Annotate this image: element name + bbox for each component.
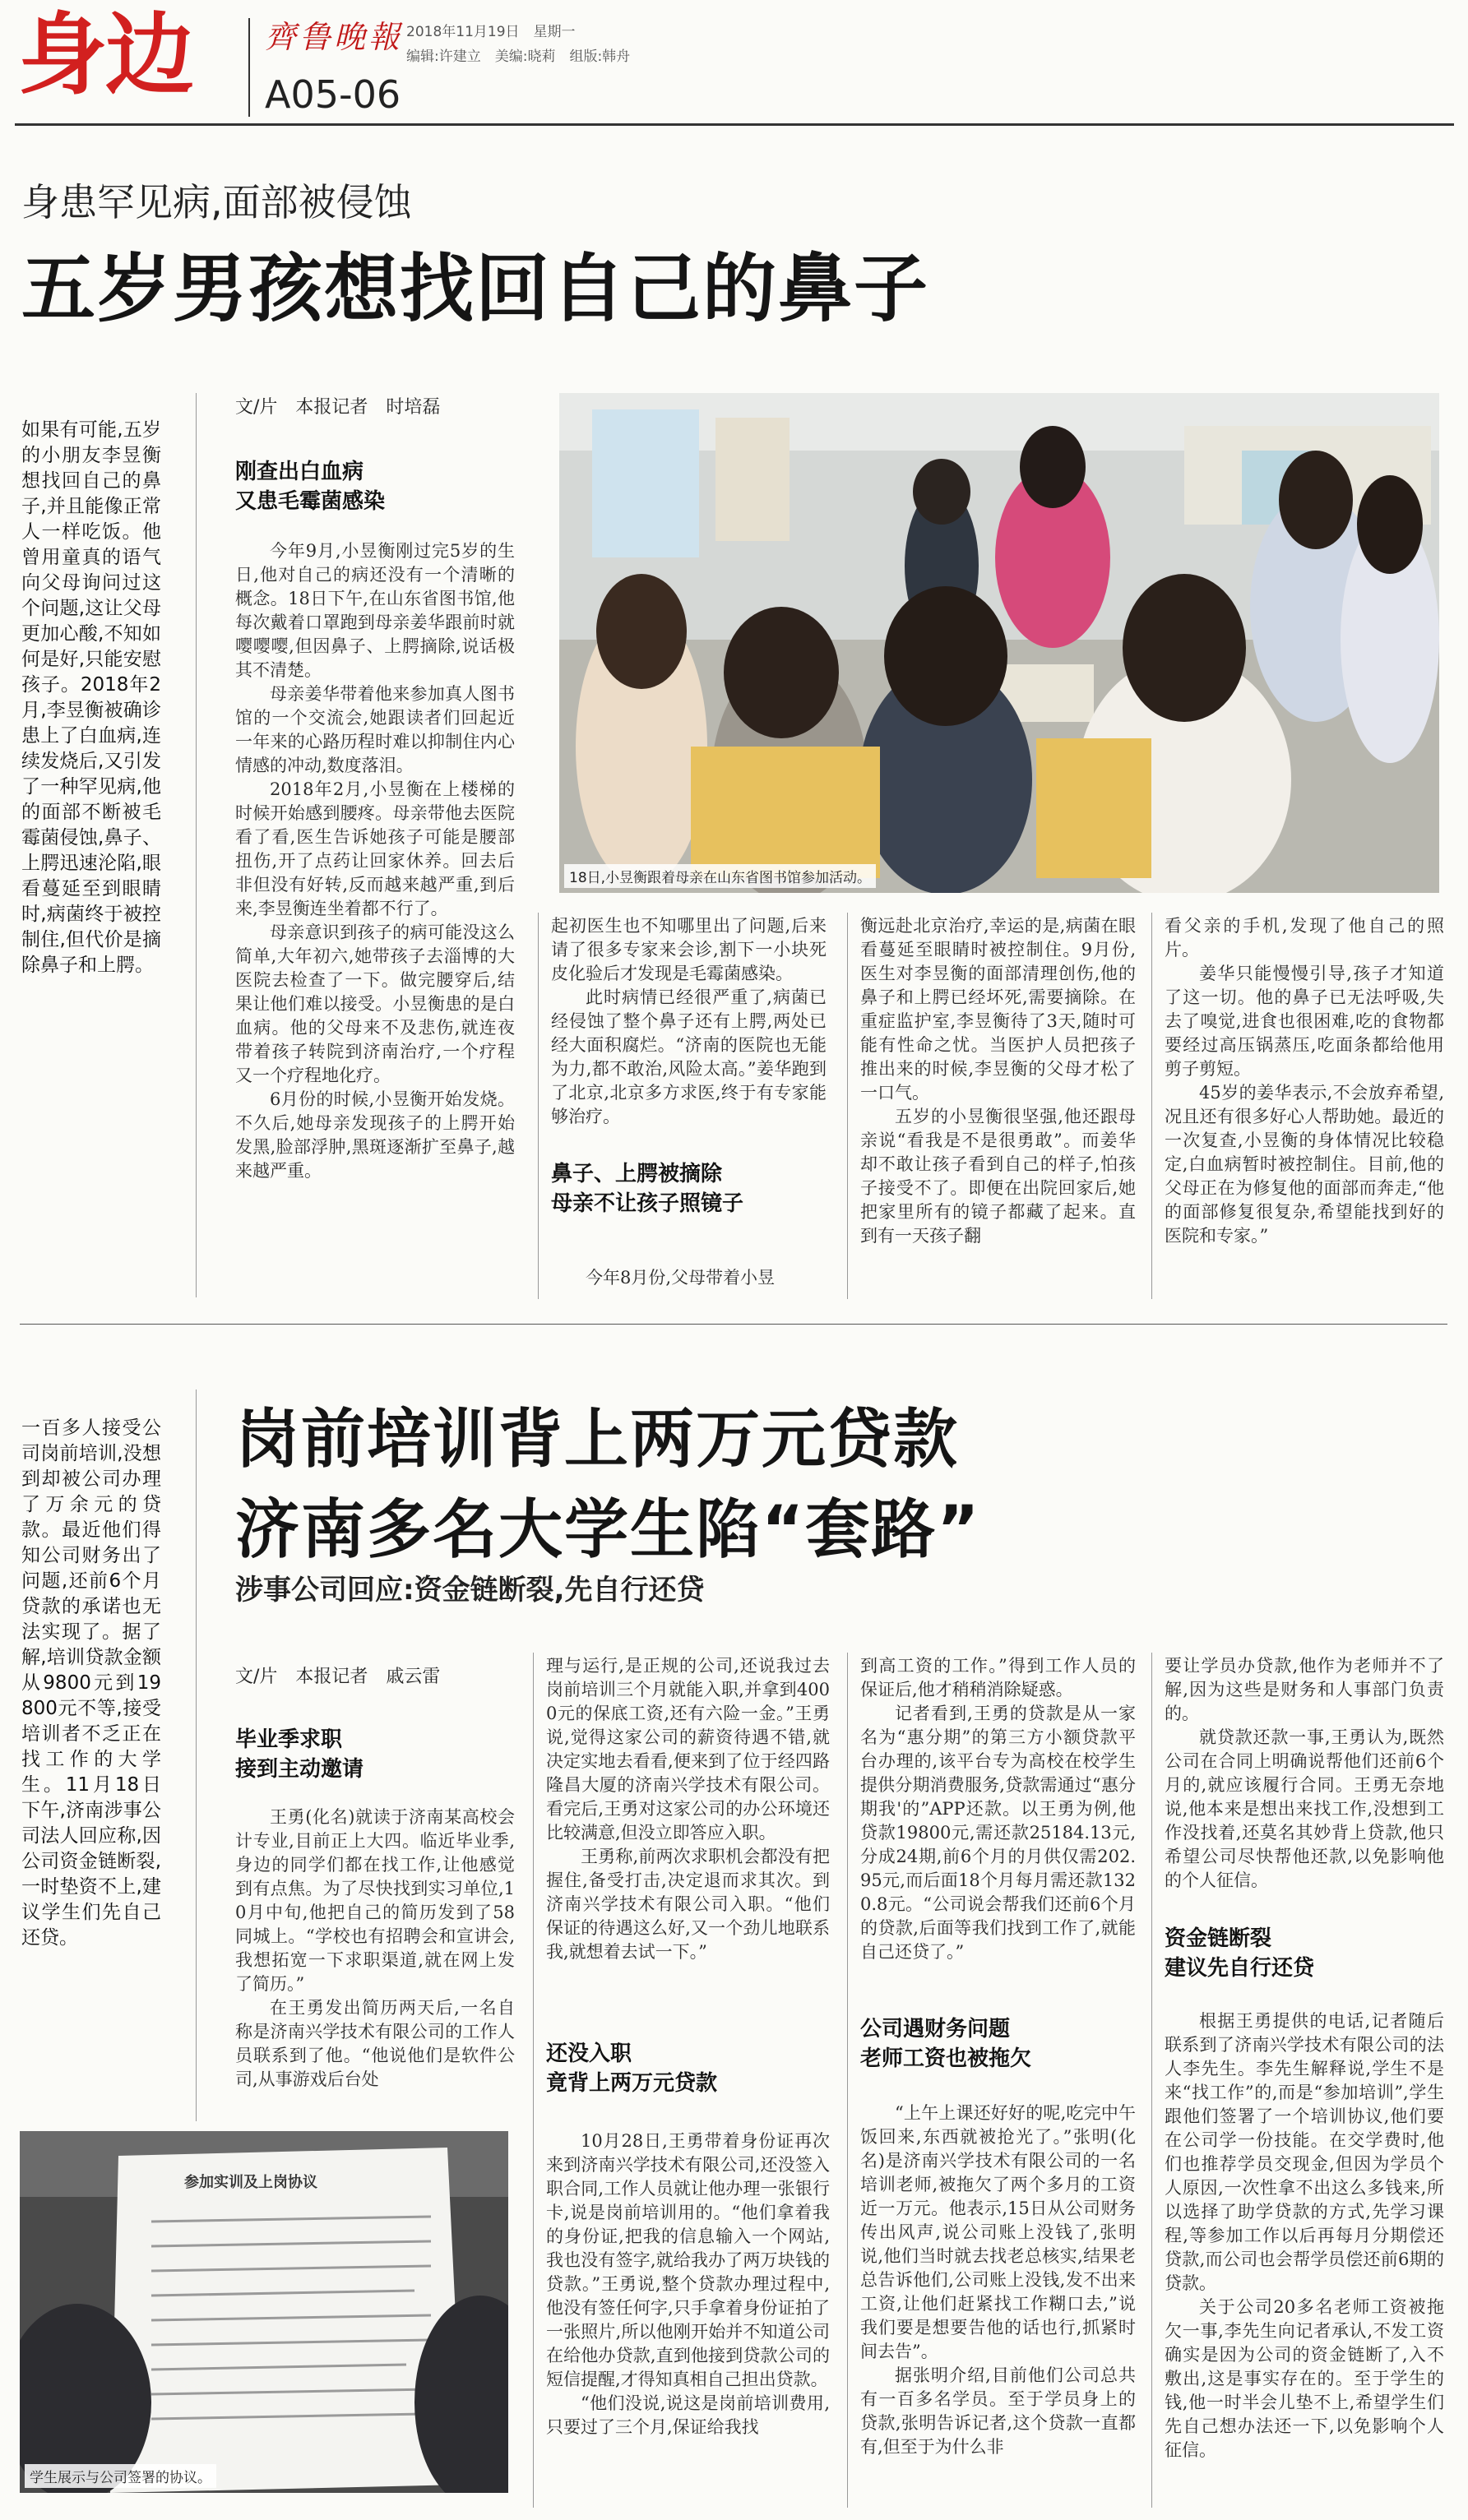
paragraph: 今年9月,小昱衡刚过完5岁的生日,他对自己的病还没有一个清晰的概念。18日下午,在山东省图书馆,他每次戴着口罩跑到母亲姜华跟前时就嘤嘤嘤,但因鼻子、上腭摘除,说话极其不清楚。 (235, 541, 515, 680)
column-divider (196, 393, 197, 1297)
story1-subhead-1: 刚查出白血病 又患毛霉菌感染 (235, 460, 386, 514)
paragraph: 衡远赴北京治疗,幸运的是,病菌在眼看蔓延至眼睛时被控制住。9月份,医生对李昱衡的面部清理创伤,他的鼻子和上腭已经坏死,需要摘除。在重症监护室,李昱衡待了3天,随时可能有性命之忧。当医护人员把孩子推出来的时候,李昱衡的父母才松了一口气。 (860, 916, 1136, 1103)
column-divider (847, 913, 848, 1299)
story2-col2c (546, 2129, 830, 2508)
column-divider (1151, 913, 1152, 1299)
paragraph: 五岁的小昱衡很坚强,他还跟母亲说“看我是不是很勇敢”。而姜华却不敢让孩子看到自己的样子,怕孩子接受不了。即便在出院回家后,她把家里所有的镜子都藏了起来。直到有一天孩子翻 (860, 1107, 1136, 1246)
paragraph: 看父亲的手机,发现了他自己的照片。 (1165, 916, 1444, 959)
paragraph: 2018年2月,小昱衡在上楼梯的时候开始感到腰疼。母亲带他去医院看了看,医生告诉她孩子可能是腰部扭伤,开了点药让回家休养。回去后非但没有好转,反而越来越严重,到后来,李昱衡连坐着都不行了。 (235, 779, 515, 918)
story2-subhead-3: 公司遇财务问题 老师工资也被拖欠 (860, 2017, 1032, 2071)
column-divider (196, 1389, 197, 2121)
header-separator (248, 18, 250, 117)
story-divider (20, 1324, 1447, 1325)
paragraph: 在王勇发出简历两天后,一名自称是济南兴学技术有限公司的工作人员联系到了他。“他说他们是软件公司,从事游戏后台处 (235, 1998, 515, 2089)
section-title: 身边 (18, 4, 193, 107)
paragraph: 45岁的姜华表示,不会放弃希望,况且还有很多好心人帮助她。最近的一次复查,小昱衡的身体情况比较稳定,白血病暂时被控制住。目前,他的父母正在为修复他的面部而奔走,“他的面部修复很复杂,希望能找到好的医院和专家。” (1165, 1083, 1444, 1246)
story2-subhead-1: 毕业季求职 接到主动邀请 (235, 1727, 364, 1782)
staff-line: 编辑:许建立 美编:晓莉 组版:韩舟 (406, 49, 631, 65)
paragraph: 就贷款还款一事,王勇认为,既然公司在合同上明确说帮他们还前6个月的,就应该履行合同。王勇无奈地说,他本来是想出来找工作,没想到工作没找着,还莫名其妙背上贷款,他只希望公司尽快帮他还款,以免影响他的个人征信。 (1165, 1727, 1444, 1890)
story2-headline-1: 岗前培训背上两万元贷款 (235, 1403, 960, 1477)
paragraph: “他们没说,说这是岗前培训费用,只要过了三个月,保证给我找 (546, 2393, 830, 2437)
story2-col3 (860, 1654, 1136, 2000)
story2-col4 (1165, 1654, 1444, 1909)
story2-col3c (860, 2102, 1136, 2508)
column-divider (847, 1653, 848, 2508)
header-info (406, 20, 630, 69)
story1-col1 (235, 539, 515, 1296)
paragraph: 到高工资的工作。”得到工作人员的保证后,他才稍稍消除疑惑。 (860, 1656, 1136, 1699)
column-divider (533, 1653, 534, 2508)
paragraph: 王勇称,前两次求职机会都没有把握住,备受打击,决定退而求其次。到济南兴学技术有限公司入职。“他们保证的待遇这么好,又一个劲儿地联系我,就想着去试一下。” (546, 1847, 830, 1962)
story2-col4c (1165, 2009, 1444, 2508)
story2-subhead-4: 资金链断裂 建议先自行还贷 (1165, 1926, 1315, 1981)
paragraph: 此时病情已经很严重了,病菌已经侵蚀了整个鼻子还有上腭,两处已经大面积腐烂。“济南的医院也无能为力,都不敢治,风险太高。”姜华跑到了北京,北京多方求医,终于有专家能够治疗。 (551, 987, 827, 1126)
column-divider (1151, 1653, 1152, 2508)
story1-col4 (1165, 914, 1444, 1297)
story1-photo-caption: 18日,小昱衡跟着母亲在山东省图书馆参加活动。 (564, 864, 876, 888)
paragraph: 根据王勇提供的电话,记者随后联系到了济南兴学技术有限公司的法人李先生。李先生解释说,学生不是来“找工作”的,而是“参加培训”,学生跟他们签署了一个培训协议,他们要在公司学一份技能。在交学费时,他们也推荐学员交现金,但因为学员个人原因,一次性拿不出这么多钱来,所以选择了助学贷款的方式,先学习课程,等参加工作以后再每月分期偿还贷款,而公司也会帮学员偿还前6期的贷款。 (1165, 2011, 1444, 2293)
story2-lead: 一百多人接受公司岗前培训,没想到却被公司办理了万余元的贷款。最近他们得知公司财务出了问题,还前6个月贷款的承诺也无法实现了。据了解,培训贷款金额从9800元到19800元不等,接受培训者不乏正在找工作的大学生。11月18日下午,济南涉事公司法人回应称,因公司资金链断裂,一时垫资不上,建议学生们先自己还贷。 (21, 1417, 161, 1949)
story1-lead: 如果有可能,五岁的小朋友李昱衡想找回自己的鼻子,并且能像正常人一样吃饭。他曾用童真的语气向父母询问过这个问题,这让父母更加心酸,不知如何是好,只能安慰孩子。2018年2月,李昱衡被确诊患上了白血病,连续发烧后,又引发了一种罕见病,他的面部不断被毛霉菌侵蚀,鼻子、上腭迅速沦陷,眼看蔓延至到眼睛时,病菌终于被控制住,但代价是摘除鼻子和上腭。 (21, 419, 161, 976)
story2-col2 (546, 1654, 830, 2024)
story1-byline: 文/片 本报记者 时培磊 (235, 397, 441, 418)
header-rule (15, 123, 1454, 126)
paragraph: 母亲姜华带着他来参加真人图书馆的一个交流会,她跟读者们回起近一年来的心路历程时难以抑制住内心情感的冲动,数度落泪。 (235, 684, 515, 775)
paragraph: 关于公司20多名老师工资被拖欠一事,李先生向记者承认,不发工资确实是因为公司的资金链断了,入不敷出,这是事实存在的。至于学生的钱,他一时半会儿垫不上,希望学生们先自己想办法还一下,以免影响个人征信。 (1165, 2297, 1444, 2460)
paragraph: 姜华只能慢慢引导,孩子才知道了这一切。他的鼻子已无法呼吸,失去了嗅觉,进食也很困难,吃的食物都要经过高压锅蒸压,吃面条都给他用剪子剪短。 (1165, 964, 1444, 1079)
paragraph: 要让学员办贷款,他作为老师并不了解,因为这些是财务和人事部门负责的。 (1165, 1656, 1444, 1723)
story1-subhead-2: 鼻子、上腭被摘除 母亲不让孩子照镜子 (551, 1162, 744, 1216)
paragraph: 6月份的时候,小昱衡开始发烧。不久后,她母亲发现孩子的上腭开始发黑,脸部浮肿,黑斑逐渐扩至鼻子,越来越严重。 (235, 1089, 515, 1181)
date-line: 2018年11月19日 星期一 (406, 24, 576, 40)
story2-subtitle: 涉事公司回应:资金链断裂,先自行还贷 (235, 1574, 705, 1607)
paragraph: 王勇(化名)就读于济南某高校会计专业,目前正上大四。临近毕业季,身边的同学们都在找工作,让他感觉到有点焦。为了尽快找到实习单位,10月中旬,他把自己的简历发到了58同城上。“学校也有招聘会和宣讲会,我想拓宽一下求职渠道,就在网上发了简历。” (235, 1807, 515, 1994)
paragraph: 理与运行,是正规的公司,还说我过去岗前培训三个月就能入职,并拿到4000元的保底工资,还有六险一金。”王勇说,觉得这家公司的薪资待遇不错,就决定实地去看看,便来到了位于经四路隆昌大厦的济南兴学技术有限公司。看完后,王勇对这家公司的办公环境还比较满意,但没立即答应入职。 (546, 1656, 830, 1843)
page-number: A05-06 (265, 72, 401, 117)
story1-headline: 五岁男孩想找回自己的鼻子 (21, 246, 929, 332)
story2-photo (20, 2131, 508, 2493)
paragraph: 今年8月份,父母带着小昱 (586, 1268, 776, 1288)
story2-byline: 文/片 本报记者 戚云雷 (235, 1667, 441, 1687)
paragraph: 起初医生也不知哪里出了问题,后来请了很多专家来会诊,割下一小块死皮化验后才发现是毛霉菌感染。 (551, 916, 827, 983)
paragraph: 据张明介绍,目前他们公司总共有一百多名学员。至于学员身上的贷款,张明告诉记者,这个贷款一直都有,但至于为什么非 (860, 2365, 1136, 2457)
column-divider (538, 913, 539, 1299)
paragraph: 10月28日,王勇带着身份证再次来到济南兴学技术有限公司,还没签入职合同,工作人员就让他办理一张银行卡,说是岗前培训用的。“他们拿着我的身份证,把我的信息输入一个网站,我也没有签字,就给我办了两万块钱的贷款。”王勇说,整个贷款办理过程中,他没有签任何字,只手拿着身份证拍了一张照片,所以他刚开始并不知道公司在给他办贷款,直到他接到贷款公司的短信提醒,才得知真相自己担出贷款。 (546, 2131, 830, 2389)
document-title: 参加实训及上岗协议 (184, 2174, 317, 2191)
paragraph: 母亲意识到孩子的病可能没这么简单,大年初六,她带孩子去淄博的大医院去检查了一下。做完腰穿后,结果让他们难以接受。小昱衡患的是白血病。他的父母来不及悲伤,就连夜带着孩子转院到济南治疗,一个疗程又一个疗程地化疗。 (235, 922, 515, 1085)
library-meeting-photo (559, 393, 1439, 893)
story2-col1 (235, 1806, 515, 2125)
story1-col3 (860, 914, 1136, 1297)
story1-photo (559, 393, 1439, 893)
story2-headline-2: 济南多名大学生陷“套路” (235, 1493, 981, 1567)
paragraph: 记者看到,王勇的贷款是从一家名为“惠分期”的第三方小额贷款平台办理的,该平台专为高校在校学生提供分期消费服务,贷款需通过“惠分期我'的”APP还款。以王勇为例,他贷款19800元,需还款25184.13元,分成24期,前6个月的月供仅需202.95元,而后面18个月每月需还款1320.8元。“公司说会帮我们还前6个月的贷款,后面等我们找到工作了,就能自己还贷了。” (860, 1704, 1136, 1962)
story2-photo-caption: 学生展示与公司签署的协议。 (25, 2464, 216, 2488)
story2-subhead-2: 还没入职 竟背上两万元贷款 (546, 2041, 718, 2096)
story1-col2 (551, 914, 827, 1153)
paper-masthead: 齊鲁晚報 (265, 19, 404, 55)
story1-col2c (551, 1266, 827, 1290)
story1-kicker: 身患罕见病,面部被侵蚀 (21, 180, 412, 224)
paragraph: “上午上课还好好的呢,吃完中午饭回来,东西就被抢光了。”张明(化名)是济南兴学技术有限公司的一名培训老师,被拖欠了两个多月的工资近一万元。他表示,15日从公司财务传出风声,说公司账上没钱了,张明说,他们当时就去找老总核实,结果老总告诉他们,公司账上没钱,发不出来工资,让他们赶紧找工作糊口去,”说我们要是想要告他的话也行,抓紧时间去告”。 (860, 2103, 1136, 2361)
